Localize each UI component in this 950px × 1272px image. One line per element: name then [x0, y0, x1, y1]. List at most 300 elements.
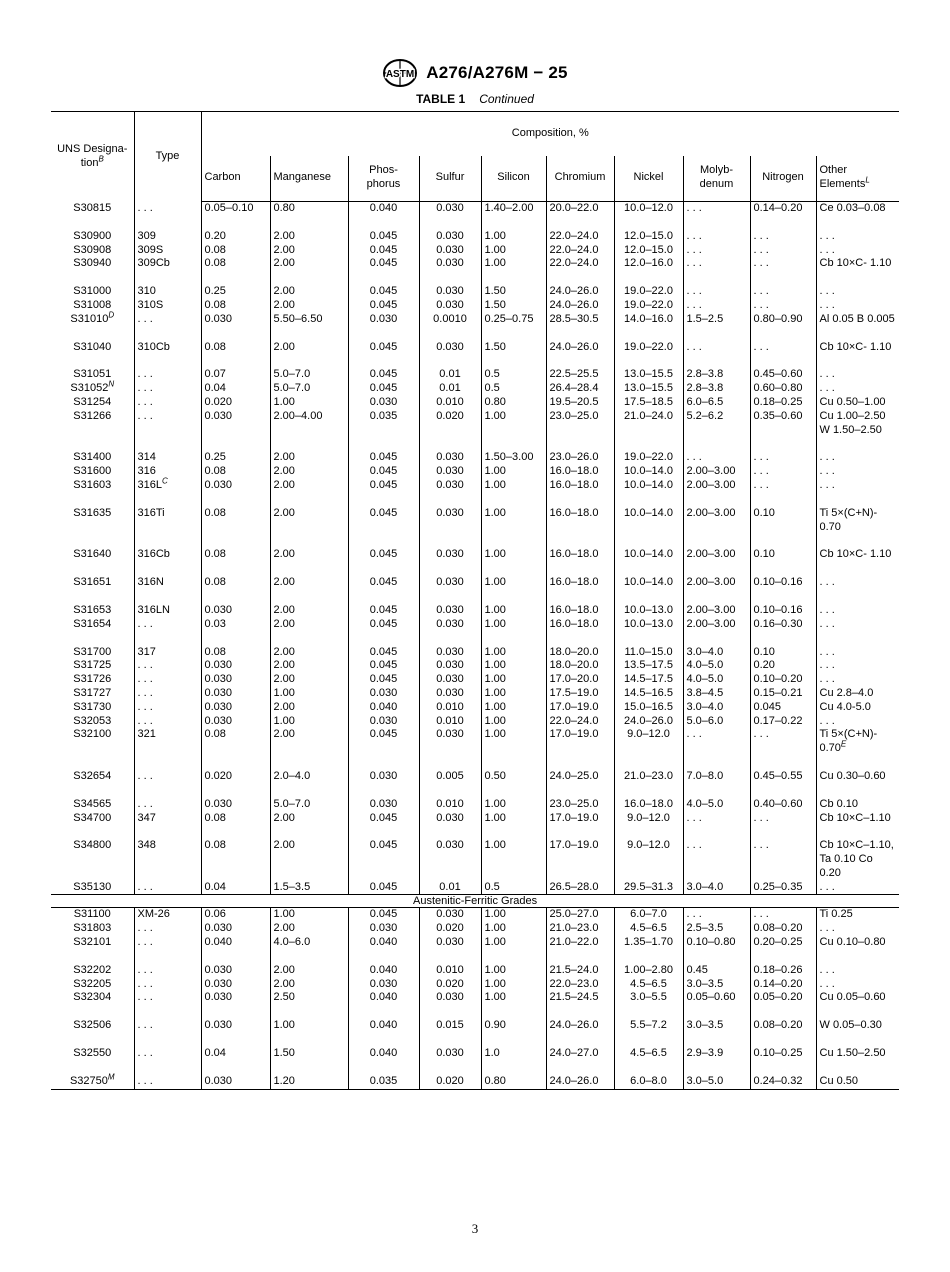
- cell-si: 1.00: [481, 950, 546, 978]
- cell-type: . . .: [134, 313, 201, 327]
- cell-mo: 1.5–2.5: [683, 313, 750, 327]
- cell-p: 0.030: [348, 784, 419, 812]
- table-row: [51, 895, 899, 908]
- table-row: [51, 216, 899, 244]
- table-row: [51, 257, 899, 271]
- col-manganese: Manganese: [270, 156, 348, 202]
- cell-mo: 3.0–4.0: [683, 701, 750, 715]
- cell-p: 0.030: [348, 978, 419, 992]
- cell-ni: 10.0–13.0: [614, 590, 683, 618]
- cell-p: 0.030: [348, 396, 419, 410]
- cell-mo: 0.05–0.60: [683, 991, 750, 1005]
- table-row: [51, 978, 899, 992]
- cell-s: 0.010: [419, 715, 481, 729]
- col-phosphorus: Phos- phorus: [348, 156, 419, 202]
- cell-c: 0.030: [201, 922, 270, 936]
- cell-c: 0.06: [201, 908, 270, 922]
- table-row: [51, 673, 899, 687]
- cell-p: 0.045: [348, 479, 419, 493]
- cell-s: 0.030: [419, 216, 481, 244]
- cell-uns: S34700: [73, 811, 112, 824]
- cell-si: 0.5: [481, 881, 546, 895]
- page-number: 3: [471, 1221, 479, 1236]
- cell-si: 1.00: [481, 908, 546, 922]
- cell-mo: 2.00–3.00: [683, 590, 750, 618]
- cell-s: 0.030: [419, 991, 481, 1005]
- cell-n: 0.10–0.16: [750, 590, 816, 618]
- cell-p: 0.030: [348, 687, 419, 701]
- cell-cr: 24.0–26.0: [546, 1061, 614, 1089]
- cell-mn: 2.00: [270, 299, 348, 313]
- cell-mn: 0.80: [270, 202, 348, 216]
- cell-c: 0.020: [201, 756, 270, 784]
- cell-si: 1.00: [481, 784, 546, 812]
- cell-si: 1.00: [481, 978, 546, 992]
- cell-mn: 2.00: [270, 728, 348, 756]
- cell-cr: 24.0–26.0: [546, 271, 614, 299]
- cell-s: 0.030: [419, 908, 481, 922]
- cell-n: 0.17–0.22: [750, 715, 816, 729]
- logo-text: ASTM: [386, 69, 415, 80]
- cell-n: . . .: [750, 327, 816, 355]
- cell-mn: 2.00: [270, 632, 348, 660]
- cell-si: 1.00: [481, 812, 546, 826]
- cell-uns: S34800: [73, 839, 112, 852]
- cell-cr: 22.0–24.0: [546, 244, 614, 258]
- cell-s: 0.030: [419, 244, 481, 258]
- cell-ni: 4.5–6.5: [614, 1033, 683, 1061]
- cell-n: 0.08–0.20: [750, 1005, 816, 1033]
- cell-c: 0.05–0.10: [201, 202, 270, 216]
- cell-ni: 21.0–23.0: [614, 756, 683, 784]
- cell-other: Cu 0.50: [816, 1061, 899, 1089]
- cell-cr: 26.5–28.0: [546, 881, 614, 895]
- cell-p: 0.045: [348, 244, 419, 258]
- cell-type: 316N: [134, 562, 201, 590]
- table-row: [51, 881, 899, 895]
- cell-s: 0.030: [419, 825, 481, 880]
- cell-si: 1.00: [481, 257, 546, 271]
- cell-cr: 17.0–19.0: [546, 728, 614, 756]
- cell-ni: 19.0–22.0: [614, 327, 683, 355]
- cell-type: . . .: [134, 382, 201, 396]
- cell-mn: 2.00: [270, 257, 348, 271]
- cell-p: 0.040: [348, 202, 419, 216]
- cell-type: . . .: [134, 659, 201, 673]
- cell-s: 0.01: [419, 881, 481, 895]
- cell-cr: 26.4–28.4: [546, 382, 614, 396]
- cell-type: . . .: [134, 756, 201, 784]
- cell-other: W 0.05–0.30: [816, 1005, 899, 1033]
- cell-type: 348: [134, 825, 201, 880]
- cell-uns: S31654: [73, 617, 112, 630]
- cell-other: Cu 1.00–2.50 W 1.50–2.50: [816, 410, 899, 438]
- table-row: [51, 1033, 899, 1061]
- cell-p: 0.045: [348, 728, 419, 756]
- cell-other: Ti 5×(C+N)- 0.70: [816, 493, 899, 535]
- cell-mo: 2.8–3.8: [683, 354, 750, 382]
- cell-uns: S30815: [73, 201, 112, 214]
- cell-s: 0.030: [419, 632, 481, 660]
- cell-s: 0.0010: [419, 313, 481, 327]
- cell-p: 0.030: [348, 922, 419, 936]
- table-row: [51, 950, 899, 978]
- cell-si: 0.80: [481, 396, 546, 410]
- cell-ni: 21.0–24.0: [614, 410, 683, 438]
- cell-other: Ti 0.25: [816, 908, 899, 922]
- cell-mn: 2.00: [270, 493, 348, 535]
- cell-mo: 4.0–5.0: [683, 673, 750, 687]
- cell-s: 0.020: [419, 410, 481, 438]
- cell-p: 0.045: [348, 257, 419, 271]
- table-continued: Continued: [479, 92, 534, 106]
- cell-p: 0.045: [348, 618, 419, 632]
- cell-p: 0.035: [348, 410, 419, 438]
- cell-uns: S31727: [73, 686, 112, 699]
- cell-si: 1.00: [481, 493, 546, 535]
- cell-ni: 9.0–12.0: [614, 812, 683, 826]
- cell-mo: 2.00–3.00: [683, 479, 750, 493]
- cell-mo: 2.00–3.00: [683, 618, 750, 632]
- cell-n: . . .: [750, 908, 816, 922]
- cell-mn: 5.0–7.0: [270, 382, 348, 396]
- cell-type: 310S: [134, 299, 201, 313]
- cell-type: 321: [134, 728, 201, 756]
- cell-mo: 2.8–3.8: [683, 382, 750, 396]
- cell-n: 0.16–0.30: [750, 618, 816, 632]
- table-row: [51, 715, 899, 729]
- cell-c: 0.08: [201, 465, 270, 479]
- cell-n: 0.45–0.60: [750, 354, 816, 382]
- cell-other: . . .: [816, 382, 899, 396]
- cell-mn: 2.00: [270, 618, 348, 632]
- cell-uns: S31266: [73, 409, 112, 422]
- cell-mn: 2.00–4.00: [270, 410, 348, 438]
- table-row: [51, 479, 899, 493]
- cell-type: . . .: [134, 881, 201, 895]
- cell-other: . . .: [816, 659, 899, 673]
- cell-si: 1.00: [481, 244, 546, 258]
- table-row: [51, 991, 899, 1005]
- cell-n: . . .: [750, 825, 816, 880]
- cell-p: 0.045: [348, 825, 419, 880]
- cell-other: Cu 4.0-5.0: [816, 701, 899, 715]
- cell-n: . . .: [750, 812, 816, 826]
- cell-cr: 16.0–18.0: [546, 493, 614, 535]
- cell-ni: 10.0–14.0: [614, 479, 683, 493]
- cell-s: 0.030: [419, 659, 481, 673]
- cell-uns: S31640: [73, 548, 112, 561]
- cell-other: . . .: [816, 673, 899, 687]
- cell-si: 1.00: [481, 534, 546, 562]
- cell-mo: 3.0–5.0: [683, 1061, 750, 1089]
- cell-c: 0.08: [201, 812, 270, 826]
- cell-other: Ce 0.03–0.08: [816, 202, 899, 216]
- cell-type: . . .: [134, 396, 201, 410]
- page-header: [0, 58, 950, 93]
- cell-s: 0.030: [419, 812, 481, 826]
- cell-mn: 4.0–6.0: [270, 936, 348, 950]
- cell-si: 1.00: [481, 701, 546, 715]
- cell-cr: 24.0–27.0: [546, 1033, 614, 1061]
- table-row: [51, 396, 899, 410]
- table-row: [51, 437, 899, 465]
- cell-cr: 23.0–26.0: [546, 437, 614, 465]
- cell-p: 0.045: [348, 632, 419, 660]
- cell-c: 0.030: [201, 590, 270, 618]
- cell-c: 0.030: [201, 715, 270, 729]
- cell-c: 0.030: [201, 950, 270, 978]
- cell-s: 0.010: [419, 701, 481, 715]
- cell-mn: 2.00: [270, 922, 348, 936]
- table-row: [51, 534, 899, 562]
- table-row: [51, 701, 899, 715]
- cell-other: . . .: [816, 216, 899, 244]
- cell-mn: 2.00: [270, 562, 348, 590]
- cell-n: . . .: [750, 728, 816, 756]
- cell-uns: S31051: [73, 368, 112, 381]
- cell-mn: 1.00: [270, 1005, 348, 1033]
- cell-mn: 1.00: [270, 396, 348, 410]
- cell-cr: 21.5–24.5: [546, 991, 614, 1005]
- cell-si: 1.50: [481, 327, 546, 355]
- cell-type: 316: [134, 465, 201, 479]
- cell-mn: 2.00: [270, 978, 348, 992]
- cell-p: 0.045: [348, 382, 419, 396]
- cell-other: . . .: [816, 632, 899, 660]
- cell-p: 0.045: [348, 881, 419, 895]
- cell-other: . . .: [816, 618, 899, 632]
- cell-cr: 24.0–25.0: [546, 756, 614, 784]
- cell-cr: 22.0–23.0: [546, 978, 614, 992]
- cell-type: . . .: [134, 701, 201, 715]
- cell-c: 0.20: [201, 216, 270, 244]
- cell-uns: S32550: [73, 1047, 112, 1060]
- table-row: [51, 271, 899, 299]
- cell-cr: 17.0–19.0: [546, 812, 614, 826]
- cell-cr: 22.0–24.0: [546, 257, 614, 271]
- cell-c: 0.030: [201, 701, 270, 715]
- cell-c: 0.030: [201, 479, 270, 493]
- cell-ni: 10.0–14.0: [614, 465, 683, 479]
- cell-mn: 1.00: [270, 687, 348, 701]
- cell-n: 0.20–0.25: [750, 936, 816, 950]
- cell-c: 0.04: [201, 881, 270, 895]
- cell-c: 0.08: [201, 728, 270, 756]
- cell-type: . . .: [134, 950, 201, 978]
- cell-n: 0.24–0.32: [750, 1061, 816, 1089]
- cell-ni: 5.5–7.2: [614, 1005, 683, 1033]
- table-body: [51, 202, 899, 1090]
- cell-ni: 16.0–18.0: [614, 784, 683, 812]
- cell-cr: 20.0–22.0: [546, 202, 614, 216]
- table-row: [51, 1005, 899, 1033]
- col-sulfur: Sulfur: [419, 156, 481, 202]
- cell-mn: 1.00: [270, 715, 348, 729]
- cell-uns: S32304: [73, 991, 112, 1004]
- cell-mn: 5.50–6.50: [270, 313, 348, 327]
- cell-uns: S32506: [73, 1019, 112, 1032]
- cell-p: 0.045: [348, 327, 419, 355]
- cell-p: 0.045: [348, 465, 419, 479]
- cell-mn: 2.00: [270, 659, 348, 673]
- cell-si: 1.00: [481, 618, 546, 632]
- cell-mn: 2.50: [270, 991, 348, 1005]
- cell-type: 309Cb: [134, 257, 201, 271]
- cell-uns: S31600: [73, 465, 112, 478]
- cell-s: 0.030: [419, 202, 481, 216]
- cell-mn: 2.0–4.0: [270, 756, 348, 784]
- cell-uns: S31653: [73, 603, 112, 616]
- table-row: [51, 618, 899, 632]
- table-row: [51, 728, 899, 756]
- cell-s: 0.010: [419, 784, 481, 812]
- cell-si: 0.90: [481, 1005, 546, 1033]
- table-row: [51, 327, 899, 355]
- table-row: [51, 632, 899, 660]
- cell-si: 1.50–3.00: [481, 437, 546, 465]
- cell-uns: S30940: [73, 257, 112, 270]
- cell-uns: S31730: [73, 700, 112, 713]
- cell-c: 0.08: [201, 534, 270, 562]
- cell-uns: S32205: [73, 977, 112, 990]
- table-row: [51, 922, 899, 936]
- cell-uns: S31725: [73, 659, 112, 672]
- cell-n: 0.045: [750, 701, 816, 715]
- cell-other: . . .: [816, 465, 899, 479]
- cell-mo: 5.0–6.0: [683, 715, 750, 729]
- cell-uns: S31803: [73, 922, 112, 935]
- cell-c: 0.08: [201, 825, 270, 880]
- cell-si: 1.00: [481, 687, 546, 701]
- cell-n: 0.45–0.55: [750, 756, 816, 784]
- cell-mo: 2.9–3.9: [683, 1033, 750, 1061]
- cell-ni: 4.5–6.5: [614, 978, 683, 992]
- cell-p: 0.040: [348, 701, 419, 715]
- cell-n: . . .: [750, 437, 816, 465]
- cell-type: 316Ti: [134, 493, 201, 535]
- cell-p: 0.045: [348, 534, 419, 562]
- cell-s: 0.020: [419, 978, 481, 992]
- cell-p: 0.040: [348, 1005, 419, 1033]
- cell-p: 0.035: [348, 1061, 419, 1089]
- cell-si: 0.5: [481, 382, 546, 396]
- cell-type: . . .: [134, 1033, 201, 1061]
- cell-uns: S31635: [73, 506, 112, 519]
- standard-designation: A276/A276M − 25: [426, 63, 568, 82]
- cell-ni: 13.0–15.5: [614, 382, 683, 396]
- table-row: [51, 244, 899, 258]
- table-label: TABLE 1: [416, 92, 466, 106]
- cell-type: . . .: [134, 715, 201, 729]
- cell-ni: 1.00–2.80: [614, 950, 683, 978]
- cell-mn: 2.00: [270, 216, 348, 244]
- cell-cr: 24.0–26.0: [546, 299, 614, 313]
- cell-uns: S32202: [73, 963, 112, 976]
- cell-cr: 22.5–25.5: [546, 354, 614, 382]
- cell-si: 1.00: [481, 562, 546, 590]
- cell-c: 0.08: [201, 244, 270, 258]
- cell-type: XM-26: [134, 908, 201, 922]
- cell-n: 0.14–0.20: [750, 202, 816, 216]
- cell-uns: S30908: [73, 243, 112, 256]
- cell-mn: 2.00: [270, 271, 348, 299]
- cell-n: . . .: [750, 216, 816, 244]
- cell-c: 0.030: [201, 991, 270, 1005]
- cell-si: 1.00: [481, 410, 546, 438]
- cell-other: . . .: [816, 715, 899, 729]
- cell-s: 0.01: [419, 382, 481, 396]
- cell-ni: 14.0–16.0: [614, 313, 683, 327]
- cell-ni: 14.5–17.5: [614, 673, 683, 687]
- cell-mo: . . .: [683, 202, 750, 216]
- cell-mo: . . .: [683, 271, 750, 299]
- cell-n: . . .: [750, 271, 816, 299]
- cell-type: 309: [134, 216, 201, 244]
- cell-cr: 19.5–20.5: [546, 396, 614, 410]
- cell-ni: 24.0–26.0: [614, 715, 683, 729]
- cell-other: Cu 2.8–4.0: [816, 687, 899, 701]
- cell-si: 0.25–0.75: [481, 313, 546, 327]
- cell-mo: . . .: [683, 257, 750, 271]
- cell-n: 0.25–0.35: [750, 881, 816, 895]
- table-row: [51, 756, 899, 784]
- cell-c: 0.03: [201, 618, 270, 632]
- cell-mo: 6.0–6.5: [683, 396, 750, 410]
- cell-si: 1.00: [481, 479, 546, 493]
- cell-mo: 7.0–8.0: [683, 756, 750, 784]
- table-row: [51, 687, 899, 701]
- cell-p: 0.045: [348, 437, 419, 465]
- cell-p: 0.030: [348, 313, 419, 327]
- cell-uns: S34565: [73, 797, 112, 810]
- cell-mo: . . .: [683, 299, 750, 313]
- cell-ni: 6.0–7.0: [614, 908, 683, 922]
- cell-si: 0.50: [481, 756, 546, 784]
- cell-si: 0.80: [481, 1061, 546, 1089]
- cell-s: 0.010: [419, 396, 481, 410]
- table-row: [51, 202, 899, 216]
- cell-n: 0.10: [750, 493, 816, 535]
- cell-other: Cu 1.50–2.50: [816, 1033, 899, 1061]
- cell-uns: S31726: [73, 673, 112, 686]
- cell-ni: 10.0–14.0: [614, 534, 683, 562]
- cell-mn: 2.00: [270, 437, 348, 465]
- cell-p: 0.045: [348, 673, 419, 687]
- cell-si: 1.00: [481, 728, 546, 756]
- cell-s: 0.030: [419, 534, 481, 562]
- cell-p: 0.045: [348, 590, 419, 618]
- cell-n: . . .: [750, 299, 816, 313]
- cell-other: Cu 0.30–0.60: [816, 756, 899, 784]
- cell-ni: 4.5–6.5: [614, 922, 683, 936]
- cell-mo: 4.0–5.0: [683, 659, 750, 673]
- cell-ni: 1.35–1.70: [614, 936, 683, 950]
- table-row: [51, 1061, 899, 1089]
- cell-n: 0.40–0.60: [750, 784, 816, 812]
- col-nitrogen: Nitrogen: [750, 156, 816, 202]
- cell-ni: 17.5–18.5: [614, 396, 683, 410]
- cell-type: . . .: [134, 673, 201, 687]
- cell-p: 0.045: [348, 659, 419, 673]
- table-row: [51, 825, 899, 880]
- cell-cr: 22.0–24.0: [546, 715, 614, 729]
- cell-n: 0.05–0.20: [750, 991, 816, 1005]
- cell-type: $316L^C$: [134, 479, 201, 493]
- cell-mo: 4.0–5.0: [683, 784, 750, 812]
- table-row: [51, 299, 899, 313]
- cell-mn: 2.00: [270, 673, 348, 687]
